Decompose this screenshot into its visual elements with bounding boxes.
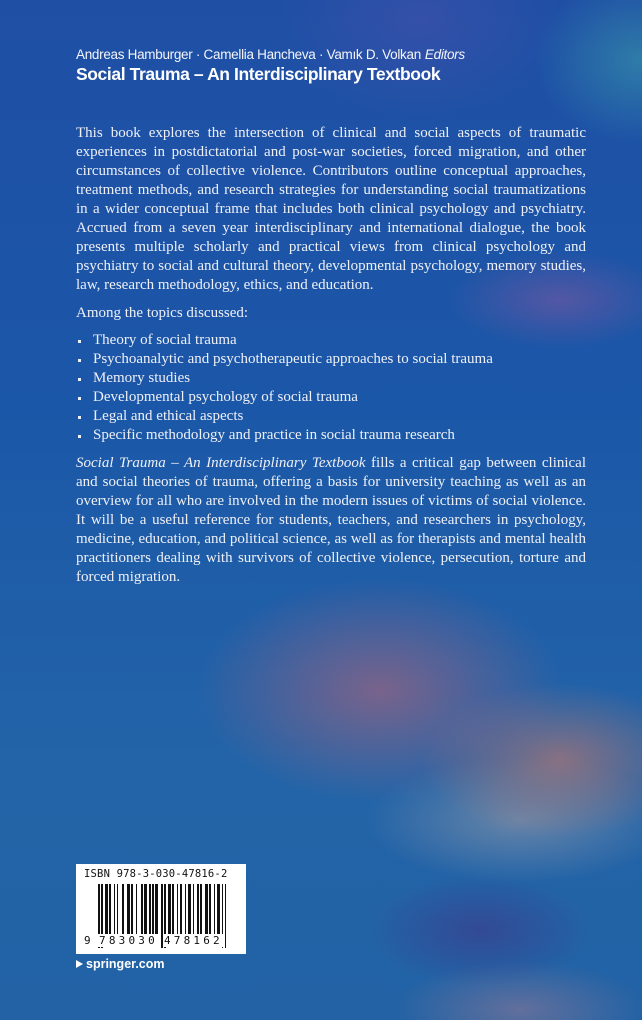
ean-digits — [84, 934, 234, 947]
bullet-icon — [78, 416, 81, 419]
play-arrow-icon — [76, 960, 83, 968]
closing-paragraph — [76, 454, 586, 587]
isbn-barcode-label — [76, 864, 246, 954]
topic-item: Psychoanalytic and psychotherapeutic approaches to social trauma — [76, 350, 586, 369]
topics-label: Among the topics discussed: — [76, 305, 249, 321]
topic-item: Developmental psychology of social trauma — [76, 388, 586, 407]
publisher-link[interactable] — [76, 957, 165, 971]
publisher-link-text: springer.com — [86, 957, 165, 971]
bullet-icon — [78, 435, 81, 438]
topics-list — [76, 331, 586, 445]
ean-first-digit: 9 — [84, 934, 91, 947]
bullet-icon — [78, 378, 81, 381]
intro-paragraph: This book explores the intersection of clinical and social aspects of traumatic experiences in postdictatorial and post-war societies, forced migration, and other circumstances of collective violence. Contributors outline conceptual approaches, treatment methods, and research strategies for understanding social traumatizations in a wider conceptual frame that includes both clinical psychology and psychiatry. Accrued from a seven year interdisciplinary and international dialogue, the book presents multiple scholarly and practical views from clinical psychology and psychiatry to social and cultural theory, developmental psychology, memory studies, law, research methodology, ethics, and education. — [76, 125, 586, 293]
closing-text: fills a critical gap between clinical and social theories of trauma, offering a basis for university teaching as well as an overview for all who are involved in the modern issues of victims of social violence. It will be a useful reference for students, teachers, and researchers in psychology, medicine, education, and political science, as well as for therapists and mental health practitioners dealing with survivors of collective violence, persecution, torture and forced migration. — [76, 455, 587, 585]
topic-item: Theory of social trauma — [76, 331, 586, 350]
editors-role: Editors — [424, 47, 465, 62]
book-title: Social Trauma – An Interdisciplinary Textbook — [76, 64, 441, 84]
ean-left-group: 783030 — [99, 934, 158, 947]
blurb — [76, 124, 586, 587]
topic-item: Specific methodology and practice in social trauma research — [76, 426, 586, 445]
bullet-icon — [78, 340, 81, 343]
bullet-icon — [78, 397, 81, 400]
topic-item: Legal and ethical aspects — [76, 407, 586, 426]
editors-line — [76, 47, 465, 62]
editor-names: Andreas Hamburger · Camellia Hancheva · Vamık D. Volkan — [76, 47, 421, 62]
isbn-number: ISBN 978-3-030-47816-2 — [84, 868, 228, 880]
ean-right-group: 478162 — [163, 934, 223, 947]
bullet-icon — [78, 359, 81, 362]
topic-item: Memory studies — [76, 369, 586, 388]
closing-book-title: Social Trauma – An Interdisciplinary Textbook — [76, 455, 366, 471]
